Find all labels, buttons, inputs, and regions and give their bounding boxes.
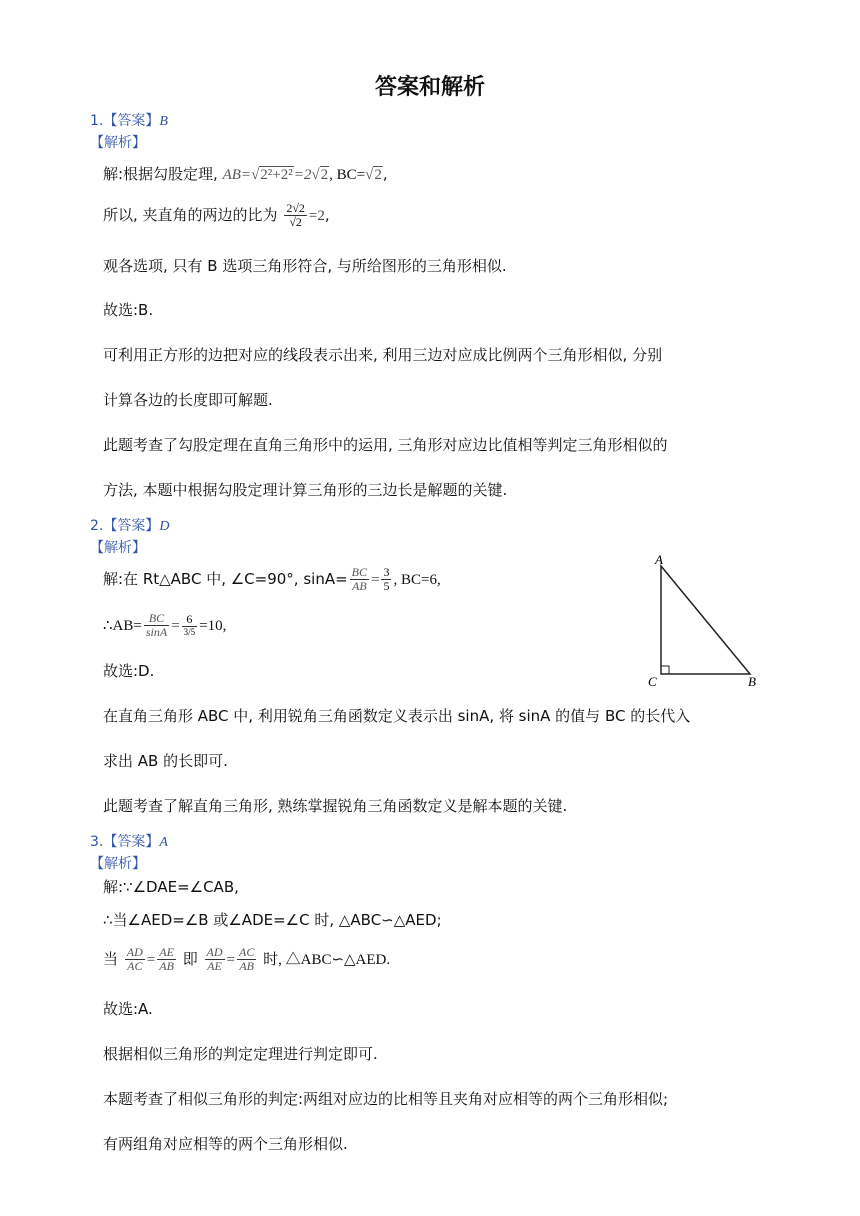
q1-sqrt-2: √2 bbox=[311, 167, 329, 183]
q2-sina-num: BC bbox=[351, 565, 368, 579]
q1-line-4: 故选:B. bbox=[103, 301, 154, 319]
q3-eq-2: = bbox=[226, 952, 235, 968]
q2-line-5: 此题考查了解直角三角形, 熟练掌握锐角三角函数定义是解本题的关键. bbox=[103, 797, 568, 815]
q1-line-6a: 此题考查了勾股定理在直角三角形中的运用, 三角形对应边比值相等判定三角形相似的 bbox=[103, 436, 668, 454]
q3-line-2: ∴当∠AED=∠B 或∠ADE=∠C 时, △ABC∽△AED; bbox=[103, 911, 442, 929]
q2-answer-label: 2.【答案】 bbox=[90, 518, 160, 534]
q1-ratio-den: √2 bbox=[289, 215, 302, 229]
q2-line-3: 故选:D. bbox=[103, 662, 155, 680]
q1-answer-label: 1.【答案】 bbox=[90, 113, 160, 129]
q3-fraction-4-num: AC bbox=[238, 945, 255, 959]
q1-analysis-label: 【解析】 bbox=[90, 135, 146, 151]
q3-fraction-2 bbox=[157, 946, 176, 973]
q1-answer-value: B bbox=[159, 114, 168, 129]
q3-fraction-3-den: AE bbox=[207, 959, 222, 973]
q1-line-2-prefix: 所以, 夹直角的两边的比为 bbox=[103, 206, 278, 224]
q1-line-2-end: , bbox=[324, 206, 330, 224]
q3-line-3 bbox=[103, 946, 390, 973]
q1-line-1-prefix: 解:根据勾股定理, bbox=[103, 165, 218, 183]
q3-line-1: 解:∵∠DAE=∠CAB, bbox=[103, 878, 239, 896]
q3-analysis-label: 【解析】 bbox=[90, 856, 146, 872]
q2-value-num: 3 bbox=[383, 565, 390, 579]
q2-sina-fraction bbox=[350, 566, 369, 593]
q3-answer-label: 3.【答案】 bbox=[90, 834, 160, 850]
q1-answer-header bbox=[90, 110, 168, 130]
q1-radicand-2: 2 bbox=[320, 167, 329, 183]
q3-fraction-3 bbox=[205, 946, 225, 973]
q1-line-5a: 可利用正方形的边把对应的线段表示出来, 利用三边对应成比例两个三角形相似, 分别 bbox=[103, 346, 663, 364]
right-angle-marker bbox=[661, 666, 669, 674]
vertex-label-a: A bbox=[655, 552, 663, 567]
q2-line-2-end: =10, bbox=[199, 618, 227, 634]
q2-line-1-end: , BC=6, bbox=[393, 572, 441, 588]
q2-answer-header bbox=[90, 515, 169, 535]
q1-line-1-end: , bbox=[382, 165, 388, 183]
q2-ab-value-fraction bbox=[182, 613, 198, 638]
q2-line-4b: 求出 AB 的长即可. bbox=[103, 752, 228, 770]
q3-line-4: 故选:A. bbox=[103, 1000, 153, 1018]
page-title: 答案和解析 bbox=[374, 75, 485, 100]
q2-line-1 bbox=[103, 566, 441, 593]
q3-eq-1: = bbox=[146, 952, 156, 968]
q2-analysis-label: 【解析】 bbox=[90, 540, 146, 556]
q2-ab-fraction bbox=[144, 612, 169, 639]
q3-line-3-end: 时, △ABC∽△AED. bbox=[263, 952, 391, 968]
triangle-outline bbox=[661, 566, 750, 674]
q2-value-fraction bbox=[381, 566, 391, 593]
vertex-label-c: C bbox=[648, 674, 657, 689]
q2-line-2-eq: = bbox=[171, 618, 180, 634]
q3-fraction-4-den: AB bbox=[239, 959, 254, 973]
q1-radicand-3: 2 bbox=[374, 167, 382, 183]
q3-fraction-1-den: AC bbox=[127, 959, 143, 973]
q2-value-den: 5 bbox=[383, 579, 390, 593]
q1-ratio-fraction bbox=[284, 202, 307, 229]
q1-sqrt-1: √2²+2² bbox=[251, 167, 293, 183]
q1-line-6b: 方法, 本题中根据勾股定理计算三角形的三边长是解题的关键. bbox=[103, 481, 508, 499]
q2-ab-value-num: 6 bbox=[182, 613, 198, 627]
q2-line-4a: 在直角三角形 ABC 中, 利用锐角三角函数定义表示出 sinA, 将 sinA 的值与 BC 的长代入 bbox=[103, 707, 691, 725]
q1-ratio-num: 2√2 bbox=[286, 201, 305, 215]
q3-answer-value: A bbox=[159, 835, 168, 850]
q3-fraction-1 bbox=[125, 946, 145, 973]
q1-line-3: 观各选项, 只有 B 选项三角形符合, 与所给图形的三角形相似. bbox=[103, 257, 507, 275]
q2-ab-den: sinA bbox=[145, 625, 168, 639]
q1-bc-label: , BC= bbox=[329, 167, 366, 183]
q3-fraction-1-num: AD bbox=[126, 945, 143, 959]
q3-line-5: 根据相似三角形的判定定理进行判定即可. bbox=[103, 1045, 378, 1063]
q3-line-6a: 本题考查了相似三角形的判定:两组对应边的比相等且夹角对应相等的两个三角形相似; bbox=[103, 1090, 669, 1108]
q1-sqrt-3: √2 bbox=[365, 167, 382, 183]
q2-sina-den: AB bbox=[352, 579, 367, 593]
vertex-label-b: B bbox=[748, 674, 756, 689]
q1-line-2 bbox=[103, 202, 330, 229]
q1-ratio-eq: =2 bbox=[308, 208, 325, 224]
q2-ab-value-den: 3/5 bbox=[183, 627, 196, 637]
q1-line-5b: 计算各边的长度即可解题. bbox=[103, 391, 273, 409]
q2-line-2-prefix: ∴AB= bbox=[103, 618, 142, 634]
q2-answer-value: D bbox=[159, 519, 170, 534]
q3-fraction-3-num: AD bbox=[206, 945, 223, 959]
q3-fraction-4 bbox=[237, 946, 256, 973]
q1-line-1 bbox=[103, 164, 388, 185]
q2-line-2 bbox=[103, 612, 226, 639]
q1-eq-label: =2 bbox=[293, 167, 312, 183]
q2-ab-num: BC bbox=[144, 612, 169, 626]
q3-line-3-mid: 即 bbox=[182, 950, 198, 968]
q3-fraction-2-den: AB bbox=[159, 959, 174, 973]
q3-answer-header bbox=[90, 831, 168, 851]
q1-radicand-1: 2²+2² bbox=[260, 167, 293, 183]
q2-line-1-prefix: 解:在 Rt△ABC 中, ∠C=90°, sinA= bbox=[103, 570, 348, 588]
right-triangle-figure bbox=[640, 552, 770, 692]
q2-line-1-eq: = bbox=[371, 572, 380, 588]
q3-fraction-2-num: AE bbox=[159, 945, 174, 959]
q1-ab-label: AB= bbox=[222, 167, 252, 183]
q3-line-3-prefix: 当 bbox=[103, 950, 119, 968]
q3-line-6b: 有两组角对应相等的两个三角形相似. bbox=[103, 1135, 348, 1153]
